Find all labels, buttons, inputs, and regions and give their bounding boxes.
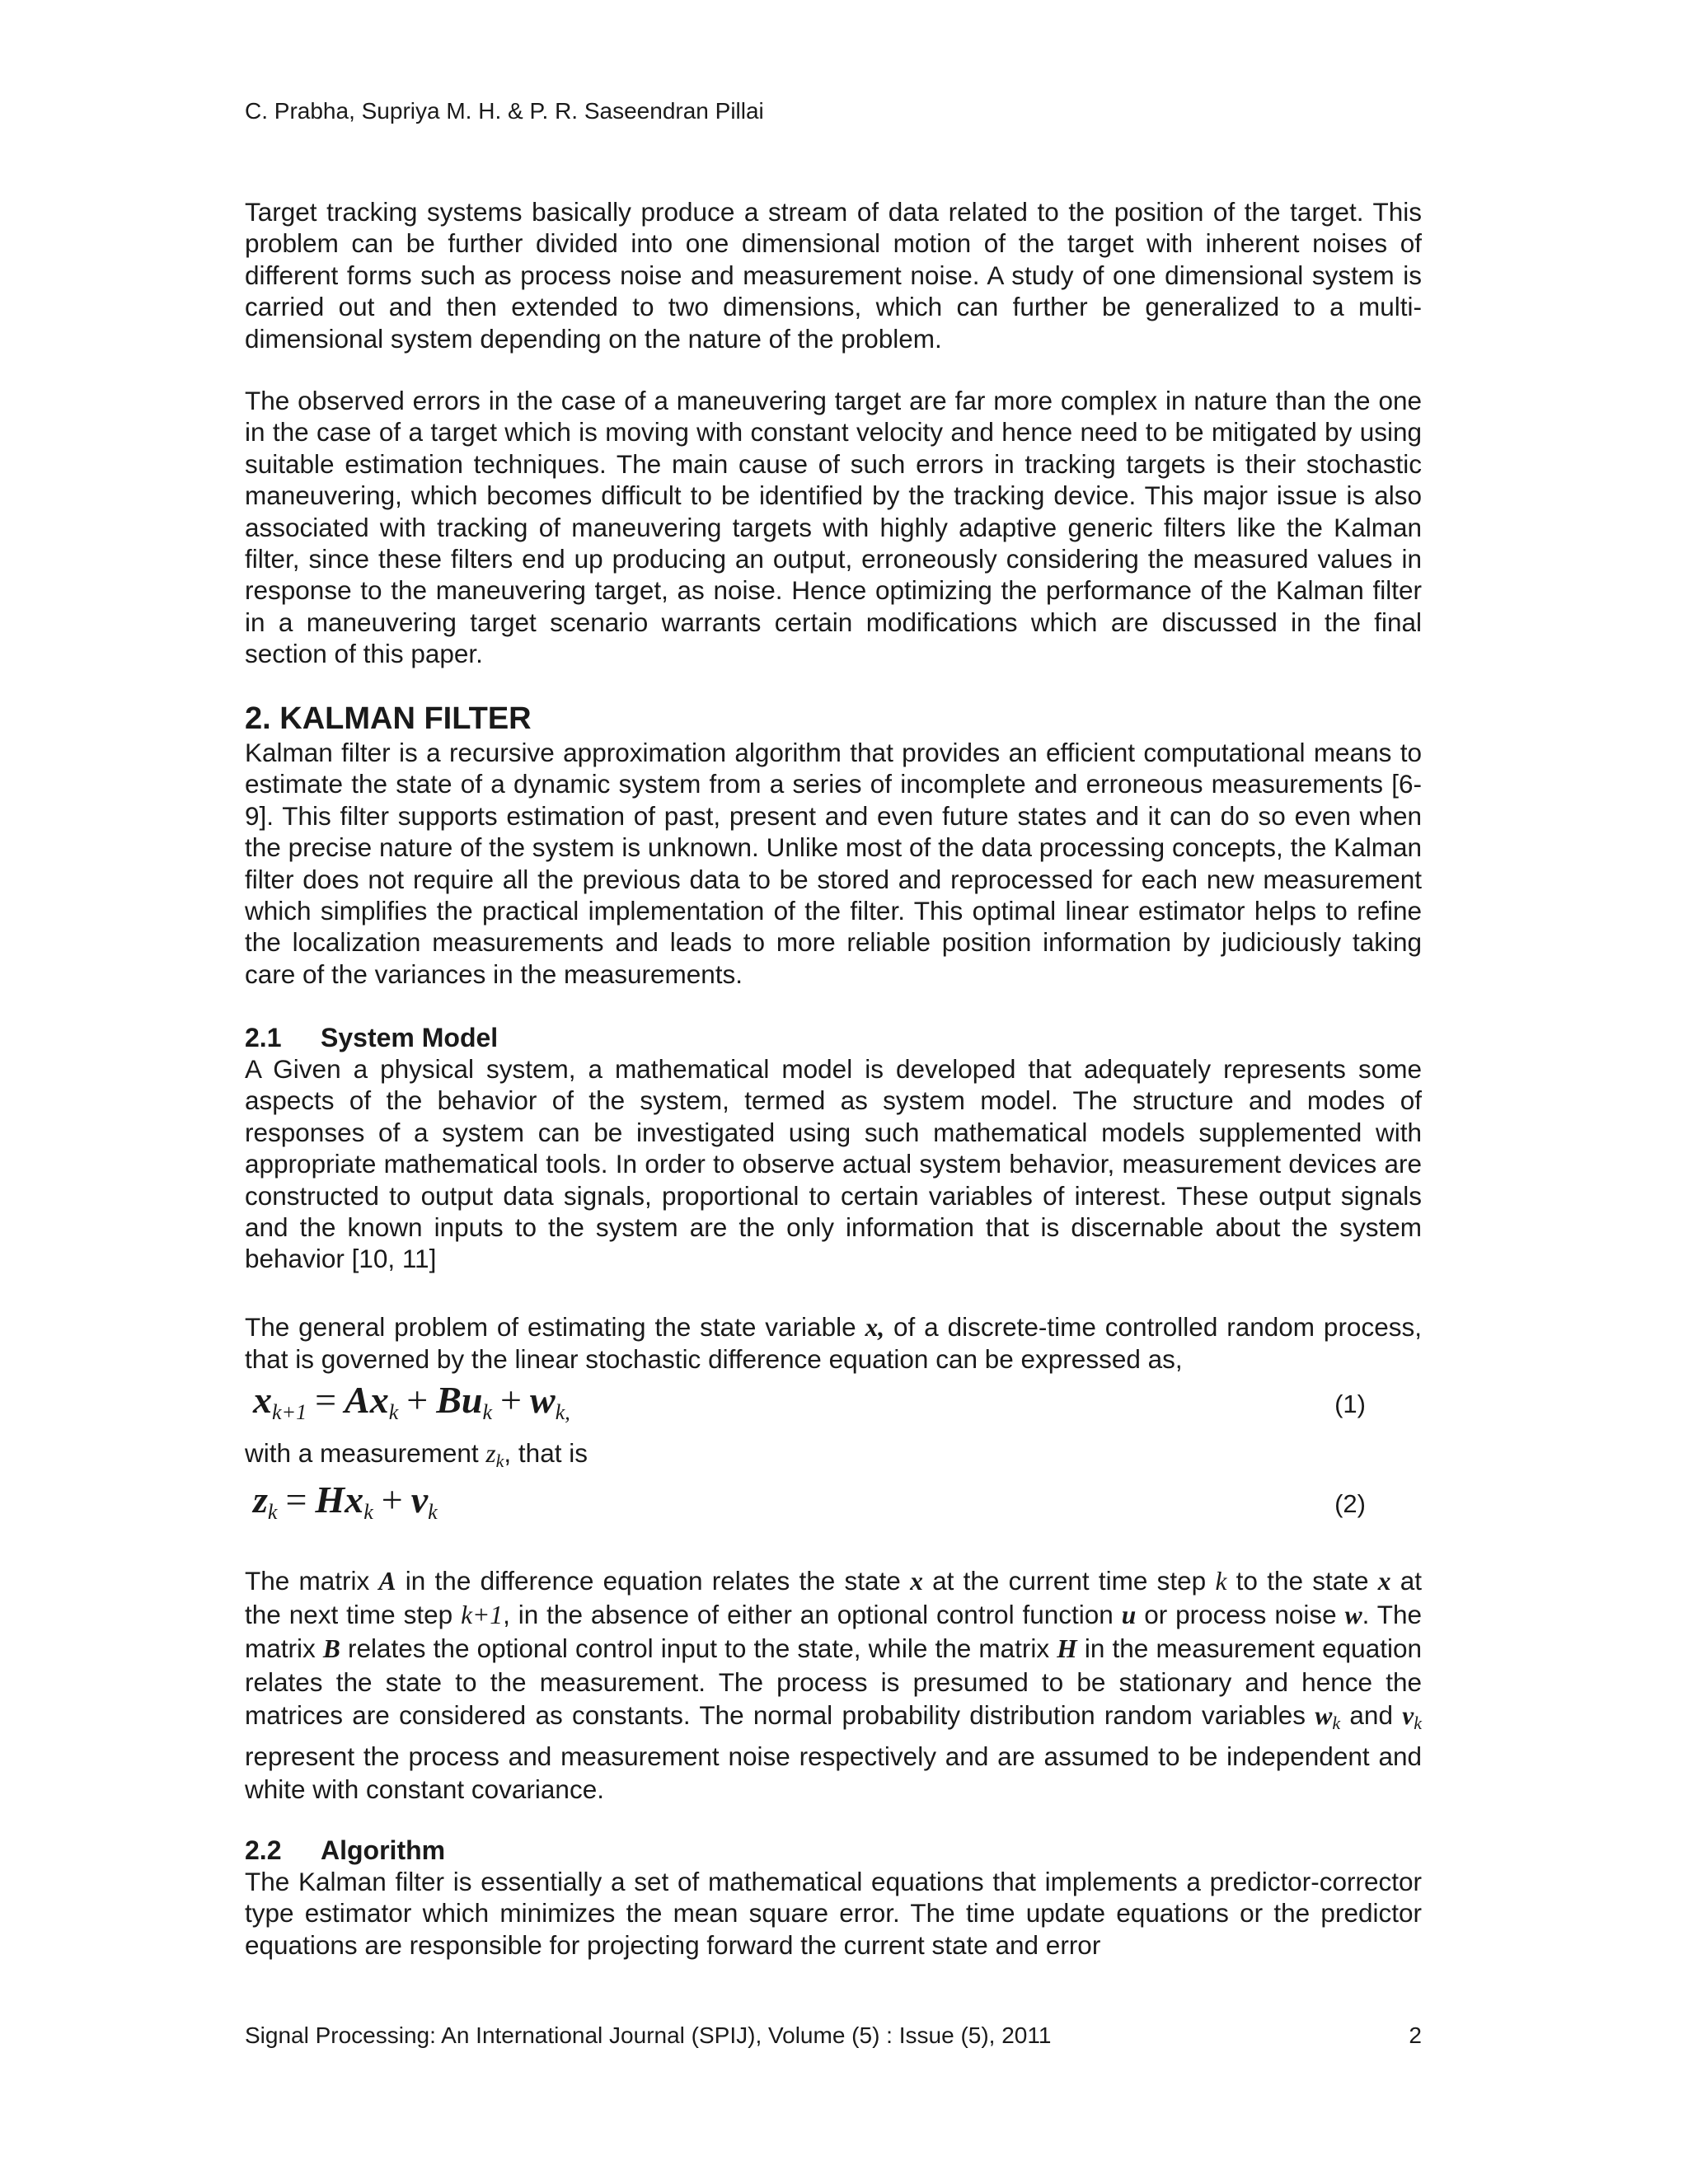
section-2-paragraph: Kalman filter is a recursive approximation algorithm that provides an efficient computational means to estimate the state of a dynamic system from a series of incomplete and erroneous measurements [6-9]. This filter supports estimation of past, present and even future states and it can do so even when the precise nature of the system is unknown. Unlike most of the data processing concepts, the Kalman filter does not require all the previous data to be stored and reprocessed for each new measurement which simplifies the practical implementation of the filter. This optimal linear estimator helps to refine the localization measurements and leads to more reliable position information by judiciously taking care of the variances in the measurements. xyxy=(245,738,1422,989)
system-model-paragraph-2 xyxy=(245,1311,1422,1376)
measurement-line xyxy=(245,1437,1422,1477)
state-variable-x: x, xyxy=(865,1313,885,1342)
page-number: 2 xyxy=(1409,2022,1422,2048)
page-footer xyxy=(245,2022,1422,2050)
equation-2-formula: $z_k = Hx_k + v_k$ xyxy=(253,1479,438,1524)
section-2-1 xyxy=(245,1022,1422,1275)
equation-1-formula: $x_{k+1} = Ax_k + Bu_k + w_{k,}$ xyxy=(253,1379,570,1424)
measurement-text: with a measurement zk, that is xyxy=(245,1438,588,1471)
equation-1 xyxy=(245,1378,1366,1427)
subsection-title: Algorithm xyxy=(321,1835,446,1865)
equation-1-number: (1) xyxy=(1334,1390,1366,1418)
system-model-paragraph-2-block xyxy=(245,1311,1422,1376)
section-heading-kalman-filter: 2. KALMAN FILTER xyxy=(245,701,532,736)
intro-paragraph-2: The observed errors in the case of a maneuvering target are far more complex in nature than the one in the case of a target which is moving with constant velocity and hence need to be mitigated by using suitable estimation techniques. The main cause of such errors in tracking targets is their stochastic maneuvering, which becomes difficult to be identified by the tracking device. This major issue is also associated with tracking of maneuvering targets with highly adaptive generic filters like the Kalman filter, since these filters end up producing an output, erroneously considering the measured values in response to the maneuvering target, as noise. Hence optimizing the performance of the Kalman filter in a maneuvering target scenario warrants certain modifications which are discussed in the final section of this paper. xyxy=(245,386,1422,669)
equation-2-number: (2) xyxy=(1334,1489,1366,1518)
subsection-heading-system-model xyxy=(245,1022,1422,1053)
intro-block-2 xyxy=(245,385,1422,670)
para2-text-b: of a discrete-time controlled random process, that is governed by the linear stochastic difference equation can be expressed as, xyxy=(245,1312,1422,1375)
subsection-title: System Model xyxy=(321,1023,499,1052)
running-head: C. Prabha, Supriya M. H. & P. R. Saseendran Pillai xyxy=(245,98,764,124)
intro-paragraph-1: Target tracking systems basically produce a stream of data related to the position of the target. This problem can be further divided into one dimensional motion of the target with inherent noises of different forms such as process noise and measurement noise. A study of one dimensional system is carried out and then extended to two dimensions, which can further be generalized to a multi-dimensional system depending on the nature of the problem. xyxy=(245,197,1422,354)
section-2-2 xyxy=(245,1835,1422,1961)
system-model-paragraph-1: A Given a physical system, a mathematical model is developed that adequately represents some aspects of the behavior of the system, termed as system model. The structure and modes of responses of a system can be investigated using such mathematical models supplemented with appropriate mathematical tools. In order to observe actual system behavior, measurement devices are constructed to output data signals, proportional to certain variables of interest. These output signals and the known inputs to the system are the only information that is discernable about the system behavior [10, 11] xyxy=(245,1054,1422,1274)
subsection-heading-algorithm xyxy=(245,1835,1422,1866)
matrix-description-paragraph: The matrix A in the difference equation relates the state x at the current time step k to the state x at the next time step k+1, in the absence of either an optional control function u or process noise w. The matrix B relates the optional control input to the state, while the matrix H in the measurement equation relates the state to the measurement. The process is presumed to be stationary and hence the matrices are considered as constants. The normal probability distribution random variables wk and vk represent the process and measurement noise respectively and are assumed to be independent and white with constant covariance. xyxy=(245,1566,1423,1804)
subsection-number: 2.1 xyxy=(245,1023,282,1052)
intro-block xyxy=(245,196,1422,354)
algorithm-paragraph: The Kalman filter is essentially a set of mathematical equations that implements a predictor-corrector type estimator which minimizes the mean square error. The time update equations or the predictor equations are responsible for projecting forward the current state and error xyxy=(245,1867,1422,1960)
subsection-number: 2.2 xyxy=(245,1835,282,1865)
matrix-description-block xyxy=(245,1564,1422,1806)
section-2 xyxy=(245,701,1422,990)
equation-2 xyxy=(245,1478,1366,1527)
para2-text-a: The general problem of estimating the state variable xyxy=(245,1312,856,1342)
journal-citation: Signal Processing: An International Journal (SPIJ), Volume (5) : Issue (5), 2011 xyxy=(245,2022,1052,2048)
